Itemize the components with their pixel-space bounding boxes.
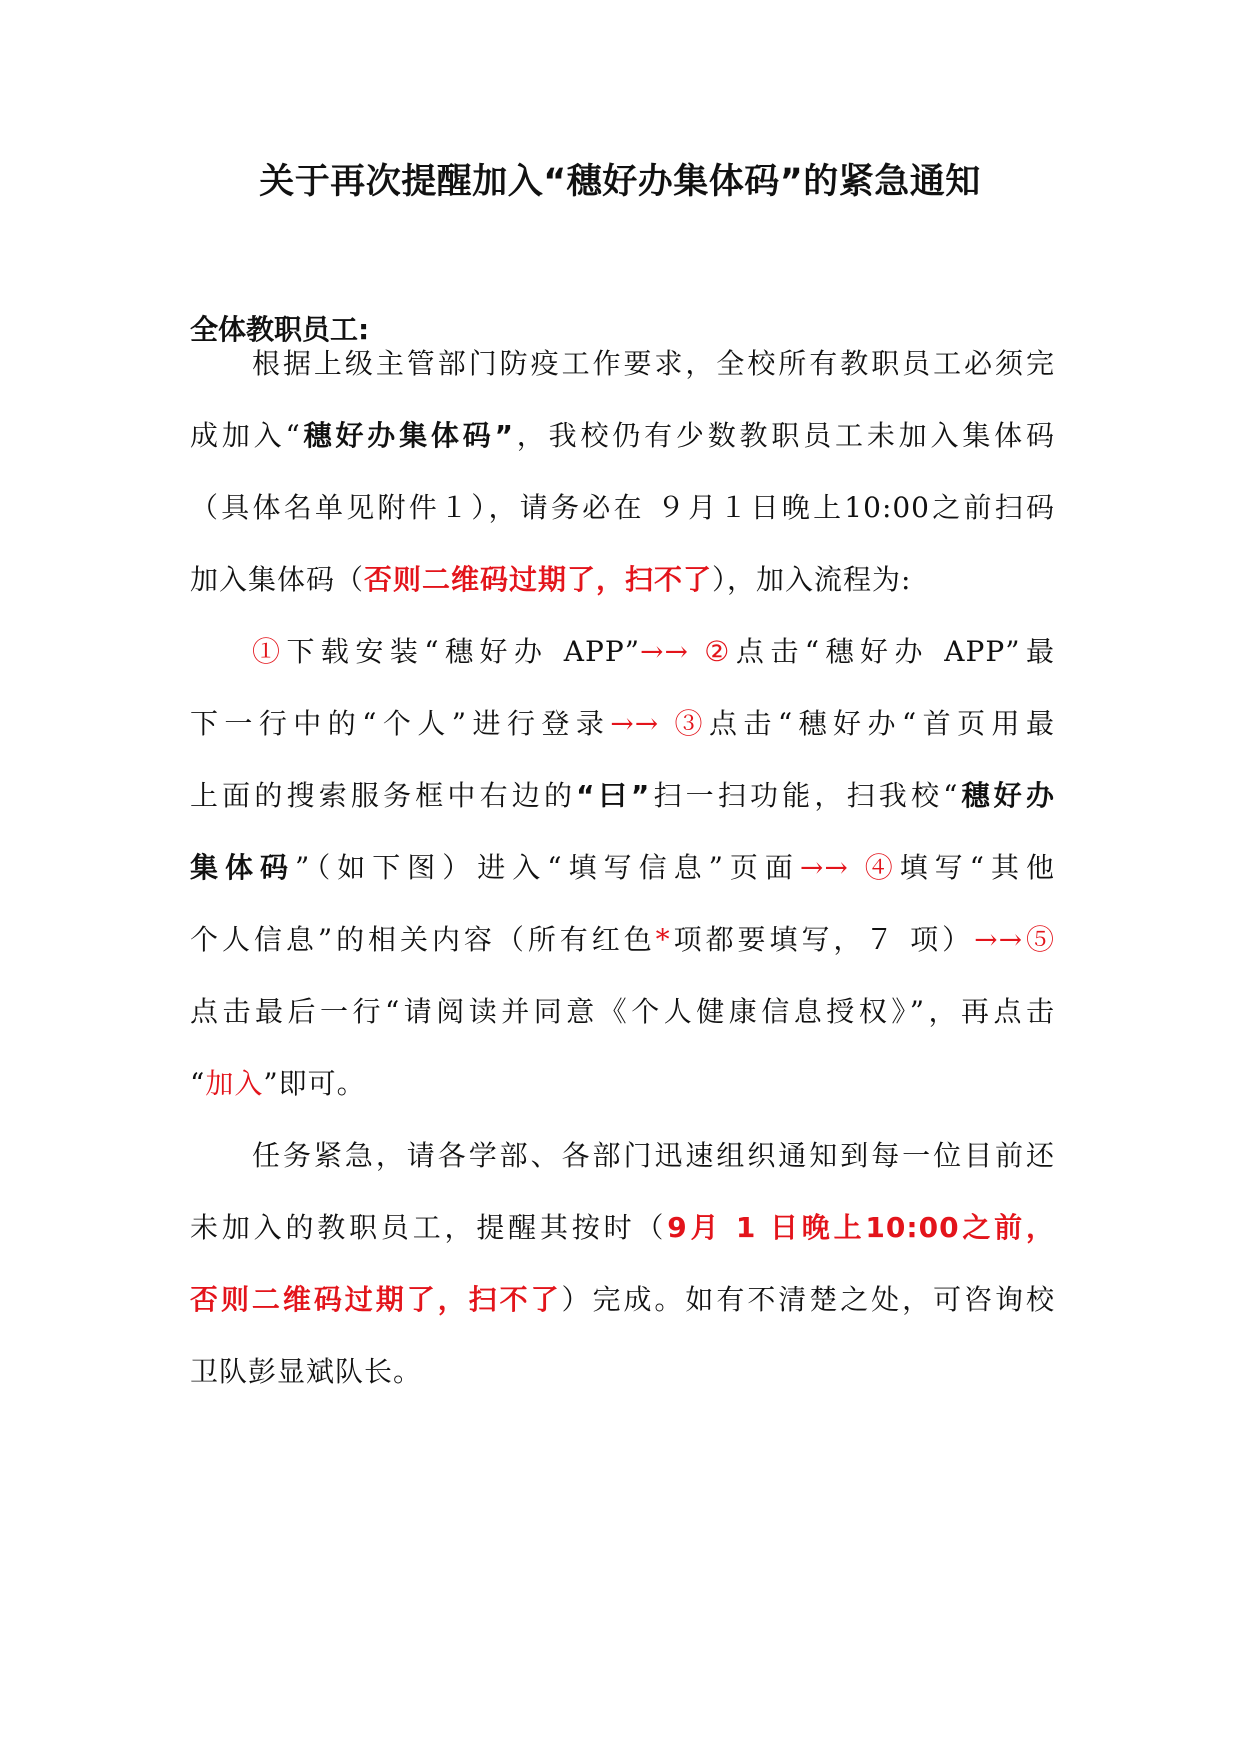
expiry-warning: 否则二维码过期了，扫不了 (364, 563, 713, 596)
para1-line1: 根据上级主管部门防疫工作要求，全校所有教职员工必须完 (252, 347, 1055, 380)
notice-title: 关于再次提醒加入“穗好办集体码”的紧急通知 (259, 162, 981, 202)
arrow-step-2: →→ ② (640, 635, 736, 668)
steps-line7: “加入”即可。 (190, 1067, 366, 1100)
para3-line1: 任务紧急，请各学部、各部门迅速组织通知到每一位目前还 (252, 1139, 1055, 1172)
para3-line4: 卫队彭显斌队长。 (190, 1355, 423, 1388)
step-1-marker: ① (252, 635, 287, 668)
expiry-warning-2: 否则二维码过期了，扫不了 (190, 1283, 562, 1316)
qr-name-bold: 穗好办集体码” (300, 419, 514, 452)
deadline-highlight: 9月 1 日晚上10:00之前， (667, 1211, 1055, 1244)
required-asterisk: * (655, 923, 671, 956)
steps-line1: ①下载安装“穗好办 APP”→→ ②点击“穗好办 APP”最 (252, 635, 1055, 668)
para1-line2: 成加入“穗好办集体码”，我校仍有少数教职员工未加入集体码 (190, 419, 1055, 452)
arrow-step-5: →→⑤ (974, 923, 1055, 956)
arrow-step-3: →→ ③ (610, 707, 709, 740)
para3-line3: 否则二维码过期了，扫不了）完成。如有不清楚之处，可咨询校 (190, 1283, 1055, 1316)
para3-line2: 未加入的教职员工，提醒其按时（9月 1 日晚上10:00之前， (190, 1211, 1055, 1244)
para1-line3: （具体名单见附件１），请务必在 ９月１日晚上10:00之前扫码 (190, 491, 1055, 524)
salutation: 全体教职员工: (190, 313, 370, 346)
steps-line6: 点击最后一行“请阅读并同意《个人健康信息授权》”，再点击 (190, 995, 1055, 1028)
join-keyword: 加入 (205, 1067, 264, 1100)
steps-line5: 个人信息”的相关内容（所有红色*项都要填写，７ 项）→→⑤ (190, 923, 1055, 956)
steps-line4: 集体码”（如下图）进入“填写信息”页面→→ ④填写“其他 (190, 851, 1055, 884)
steps-line3: 上面的搜索服务框中右边的“曰”扫一扫功能，扫我校“穗好办 (190, 779, 1055, 812)
steps-line2: 下一行中的“个人”进行登录→→ ③点击“穗好办“首页用最 (190, 707, 1055, 740)
scan-glyph: “曰” (576, 779, 651, 812)
arrow-step-4: →→ ④ (799, 851, 900, 884)
para1-line4: 加入集体码（否则二维码过期了，扫不了），加入流程为: (190, 563, 912, 596)
